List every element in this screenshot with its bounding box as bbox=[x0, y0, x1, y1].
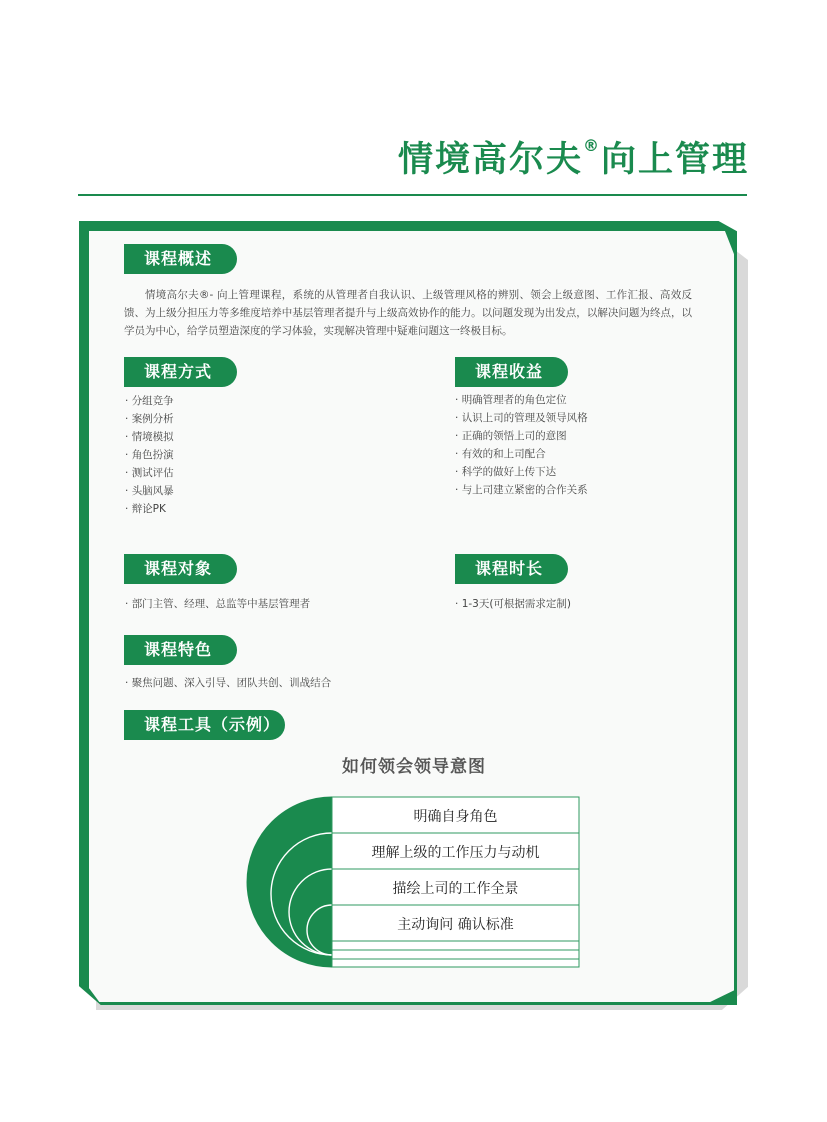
list-item: · 案例分析 bbox=[125, 410, 174, 428]
section-heading-features: 课程特色 bbox=[124, 635, 237, 665]
diagram-title: 如何领会领导意图 bbox=[342, 757, 486, 777]
audience-text: · 部门主管、经理、总监等中基层管理者 bbox=[125, 595, 310, 613]
section-heading-benefits: 课程收益 bbox=[455, 357, 568, 387]
list-item: · 情境模拟 bbox=[125, 428, 174, 446]
section-heading-method: 课程方式 bbox=[124, 357, 237, 387]
list-item: · 正确的领悟上司的意图 bbox=[455, 427, 588, 445]
section-heading-overview: 课程概述 bbox=[124, 244, 237, 274]
diagram-level-1: 明确自身角色 bbox=[413, 809, 498, 825]
diagram-level-3: 描绘上司的工作全景 bbox=[392, 881, 519, 897]
list-item: · 角色扮演 bbox=[125, 446, 174, 464]
overview-paragraph: 情境高尔夫®- 向上管理课程，系统的从管理者自我认识、上级管理风格的辨别、领会上级意图、工作汇报、高效反馈、为上级分担压力等多维度培养中基层管理者提升与上级高效协作的能力。以问题发现为出发点，以解决问题为终点，以学员为中心，给学员塑造深度的学习体验，实现解决管理中疑难问题这一终极目标。 bbox=[124, 289, 692, 337]
title-divider bbox=[78, 194, 747, 196]
diagram-half-disc bbox=[247, 797, 332, 967]
list-item: · 有效的和上司配合 bbox=[455, 445, 588, 463]
list-item: · 与上司建立紧密的合作关系 bbox=[455, 481, 588, 499]
list-item: · 测试评估 bbox=[125, 464, 174, 482]
list-item: · 辩论PK bbox=[125, 500, 174, 518]
features-text: · 聚焦问题、深入引导、团队共创、训战结合 bbox=[125, 674, 331, 692]
list-item: · 头脑风暴 bbox=[125, 482, 174, 500]
list-item: · 明确管理者的角色定位 bbox=[455, 391, 588, 409]
section-heading-audience: 课程对象 bbox=[124, 554, 237, 584]
list-item: · 认识上司的管理及领导风格 bbox=[455, 409, 588, 427]
diagram-level-2: 理解上级的工作压力与动机 bbox=[371, 845, 540, 861]
diagram-level-4: 主动询问 确认标准 bbox=[397, 917, 514, 933]
duration-text: · 1-3天(可根据需求定制) bbox=[455, 595, 571, 613]
page-title: 情境高尔夫®向上管理 bbox=[397, 136, 749, 180]
section-heading-tools: 课程工具（示例） bbox=[124, 710, 285, 740]
method-list bbox=[125, 392, 174, 518]
section-heading-duration: 课程时长 bbox=[455, 554, 568, 584]
list-item: · 科学的做好上传下达 bbox=[455, 463, 588, 481]
list-item: · 分组竞争 bbox=[125, 392, 174, 410]
benefits-list bbox=[455, 391, 588, 499]
registered-mark: ® bbox=[582, 136, 601, 155]
